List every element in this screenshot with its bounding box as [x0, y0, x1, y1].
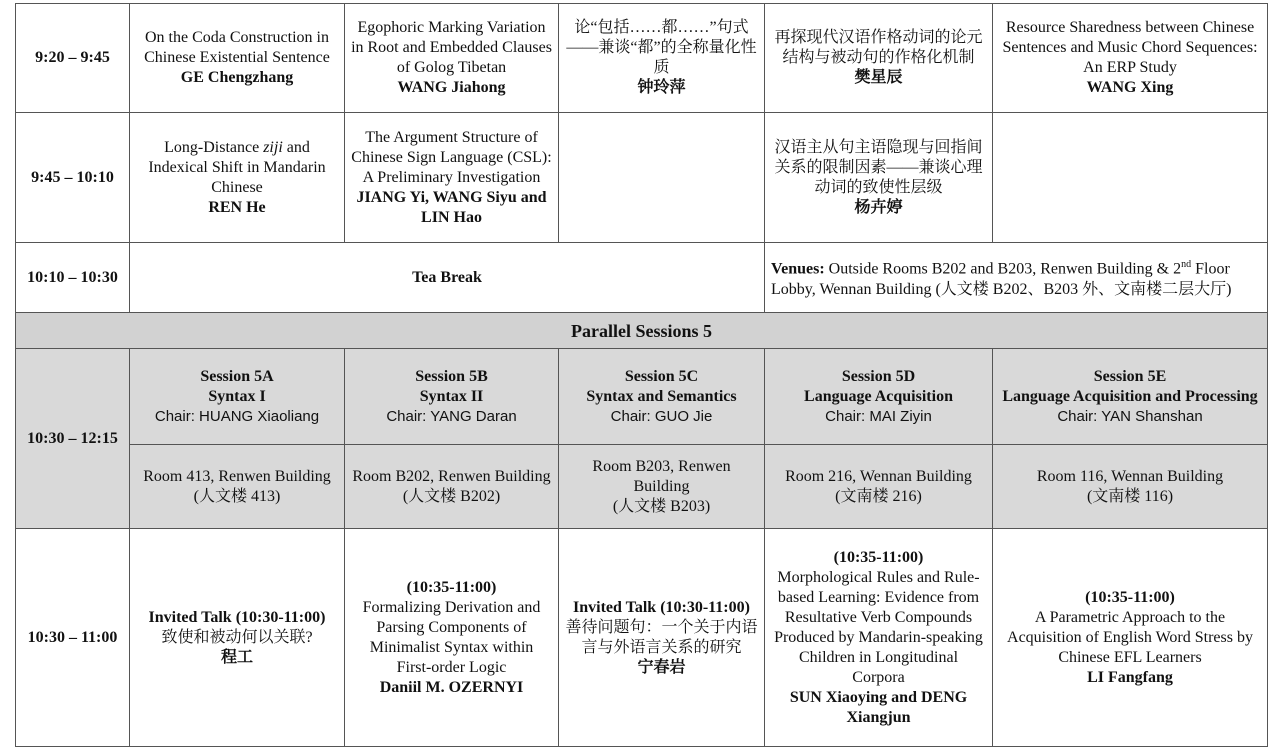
rooms-row: [16, 445, 1268, 529]
room-cell: [130, 445, 345, 529]
time-cell: 10:10 – 10:30: [16, 243, 130, 313]
room-name-cn: (人文楼 413): [193, 487, 281, 505]
talk-title: Resource Sharedness between Chinese Sentences and Music Chord Sequences: An ERP Study: [1002, 19, 1258, 76]
section-header-row: [16, 313, 1268, 349]
room-name-cn: (人文楼 B203): [612, 497, 711, 515]
talk-title: 论“包括……都……”句式——兼谈“都”的全称量化性质: [566, 19, 757, 76]
room-name-cn: (文南楼 216): [835, 487, 922, 505]
talk-author: 杨卉婷: [854, 198, 903, 216]
talk-title: 善待问题句：一个关于内语言与外语言关系的研究: [565, 618, 758, 656]
talk-cell: [765, 113, 993, 243]
talk-cell: [993, 4, 1268, 113]
session-cell: [130, 349, 345, 445]
talk-author: 钟玲萍: [637, 79, 686, 96]
talk-author: REN He: [208, 198, 266, 216]
talk-time: Invited Talk (10:30-11:00): [148, 608, 326, 626]
session-name: Session 5B: [415, 367, 488, 385]
row-0945: [16, 113, 1268, 243]
session-topic: Syntax I: [208, 387, 266, 405]
talk-author: LI Fangfang: [1087, 668, 1173, 686]
sessions-row: [16, 349, 1268, 445]
talk-title: A Parametric Approach to the Acquisition of English Word Stress by Chinese EFL Learners: [1007, 608, 1253, 666]
session-name: Session 5D: [841, 367, 916, 385]
room-name: Room B202, Renwen Building: [352, 467, 551, 485]
session-topic: Language Acquisition and Processing: [1002, 387, 1258, 405]
venue-cell: Venues: Outside Rooms B202 and B203, Renwen Building & 2nd Floor Lobby, Wennan Building (人文楼 B202、B203 外、文南楼二层大厅): [765, 243, 1268, 313]
session-chair: Chair: HUANG Xiaoliang: [154, 407, 320, 425]
tea-break-label: Tea Break: [130, 243, 765, 313]
room-name: Room B203, Renwen Building: [592, 457, 731, 495]
session-name: Session 5C: [624, 367, 699, 385]
talk-cell: [765, 4, 993, 113]
session-name: Session 5E: [1093, 367, 1167, 385]
talk-title: Long-Distance ziji and Indexical Shift in Mandarin Chinese: [148, 138, 326, 196]
talk-cell: [345, 4, 559, 113]
talk-cell: [559, 4, 765, 113]
room-name-cn: (人文楼 B202): [402, 487, 501, 505]
session-chair: Chair: GUO Jie: [610, 407, 713, 425]
session-cell: [993, 349, 1268, 445]
session-chair: Chair: YANG Daran: [386, 407, 517, 425]
talk-author: WANG Xing: [1086, 79, 1174, 96]
empty-cell: [559, 113, 765, 243]
talk-cell: [345, 529, 559, 747]
schedule-table: [15, 3, 1268, 747]
empty-cell: [993, 113, 1268, 243]
time-cell: 9:20 – 9:45: [16, 4, 130, 113]
talk-time: (10:35-11:00): [406, 578, 497, 596]
talk-title: 汉语主从句主语隐现与回指间关系的限制因素——兼谈心理动词的致使性层级: [774, 138, 983, 196]
session-cell: [345, 349, 559, 445]
room-cell: [993, 445, 1268, 529]
session-topic: Syntax and Semantics: [586, 387, 737, 405]
time-cell: 10:30 – 12:15: [16, 349, 130, 529]
talk-cell: [130, 113, 345, 243]
talk-author: WANG Jiahong: [397, 79, 506, 96]
talk-author: JIANG Yi, WANG Siyu and LIN Hao: [356, 188, 547, 226]
talk-author: SUN Xiaoying and DENG Xiangjun: [789, 688, 968, 726]
time-cell: 9:45 – 10:10: [16, 113, 130, 243]
session-chair: Chair: YAN Shanshan: [1057, 407, 1203, 425]
talk-title: Formalizing Derivation and Parsing Components of Minimalist Syntax within First-order Logic: [362, 598, 541, 676]
room-name: Room 413, Renwen Building: [143, 467, 331, 485]
talk-cell: [765, 529, 993, 747]
talk-author: 程工: [220, 648, 253, 666]
section-title: Parallel Sessions 5: [16, 313, 1268, 349]
room-cell: [765, 445, 993, 529]
talk-author: 宁春岩: [637, 658, 686, 676]
talk-title: Egophoric Marking Variation in Root and Embedded Clauses of Golog Tibetan: [351, 19, 552, 76]
talk-title: Morphological Rules and Rule-based Learning: Evidence from Resultative Verb Compounds Produced by Mandarin-speaking Children in Longitudinal Corpora: [774, 568, 983, 686]
session-topic: Language Acquisition: [804, 387, 953, 405]
session-cell: [559, 349, 765, 445]
room-name: Room 216, Wennan Building: [785, 467, 972, 485]
talk-title: On the Coda Construction in Chinese Existential Sentence: [144, 29, 330, 66]
talk-time: Invited Talk (10:30-11:00): [573, 598, 750, 616]
talk-cell: [559, 529, 765, 747]
talk-author: 樊星辰: [854, 69, 903, 86]
row-1030: [16, 529, 1268, 747]
talk-cell: [993, 529, 1268, 747]
talk-cell: [345, 113, 559, 243]
row-0920: [16, 4, 1268, 113]
talk-title: The Argument Structure of Chinese Sign Language (CSL): A Preliminary Investigation: [351, 128, 552, 186]
room-cell: [559, 445, 765, 529]
room-name-cn: (文南楼 116): [1086, 487, 1174, 505]
talk-time: (10:35-11:00): [833, 548, 924, 566]
talk-author: Daniil M. OZERNYI: [379, 678, 524, 696]
room-cell: [345, 445, 559, 529]
session-name: Session 5A: [200, 367, 274, 385]
talk-cell: [130, 529, 345, 747]
row-tea-break: [16, 243, 1268, 313]
time-cell: 10:30 – 11:00: [16, 529, 130, 747]
talk-title: 再探现代汉语作格动词的论元结构与被动句的作格化机制: [774, 29, 983, 66]
talk-title: 致使和被动何以关联?: [161, 628, 313, 646]
room-name: Room 116, Wennan Building: [1036, 467, 1224, 485]
session-cell: [765, 349, 993, 445]
session-chair: Chair: MAI Ziyin: [825, 407, 932, 425]
talk-author: GE Chengzhang: [180, 69, 294, 86]
talk-time: (10:35-11:00): [1085, 588, 1175, 606]
session-topic: Syntax II: [419, 387, 484, 405]
talk-cell: [130, 4, 345, 113]
